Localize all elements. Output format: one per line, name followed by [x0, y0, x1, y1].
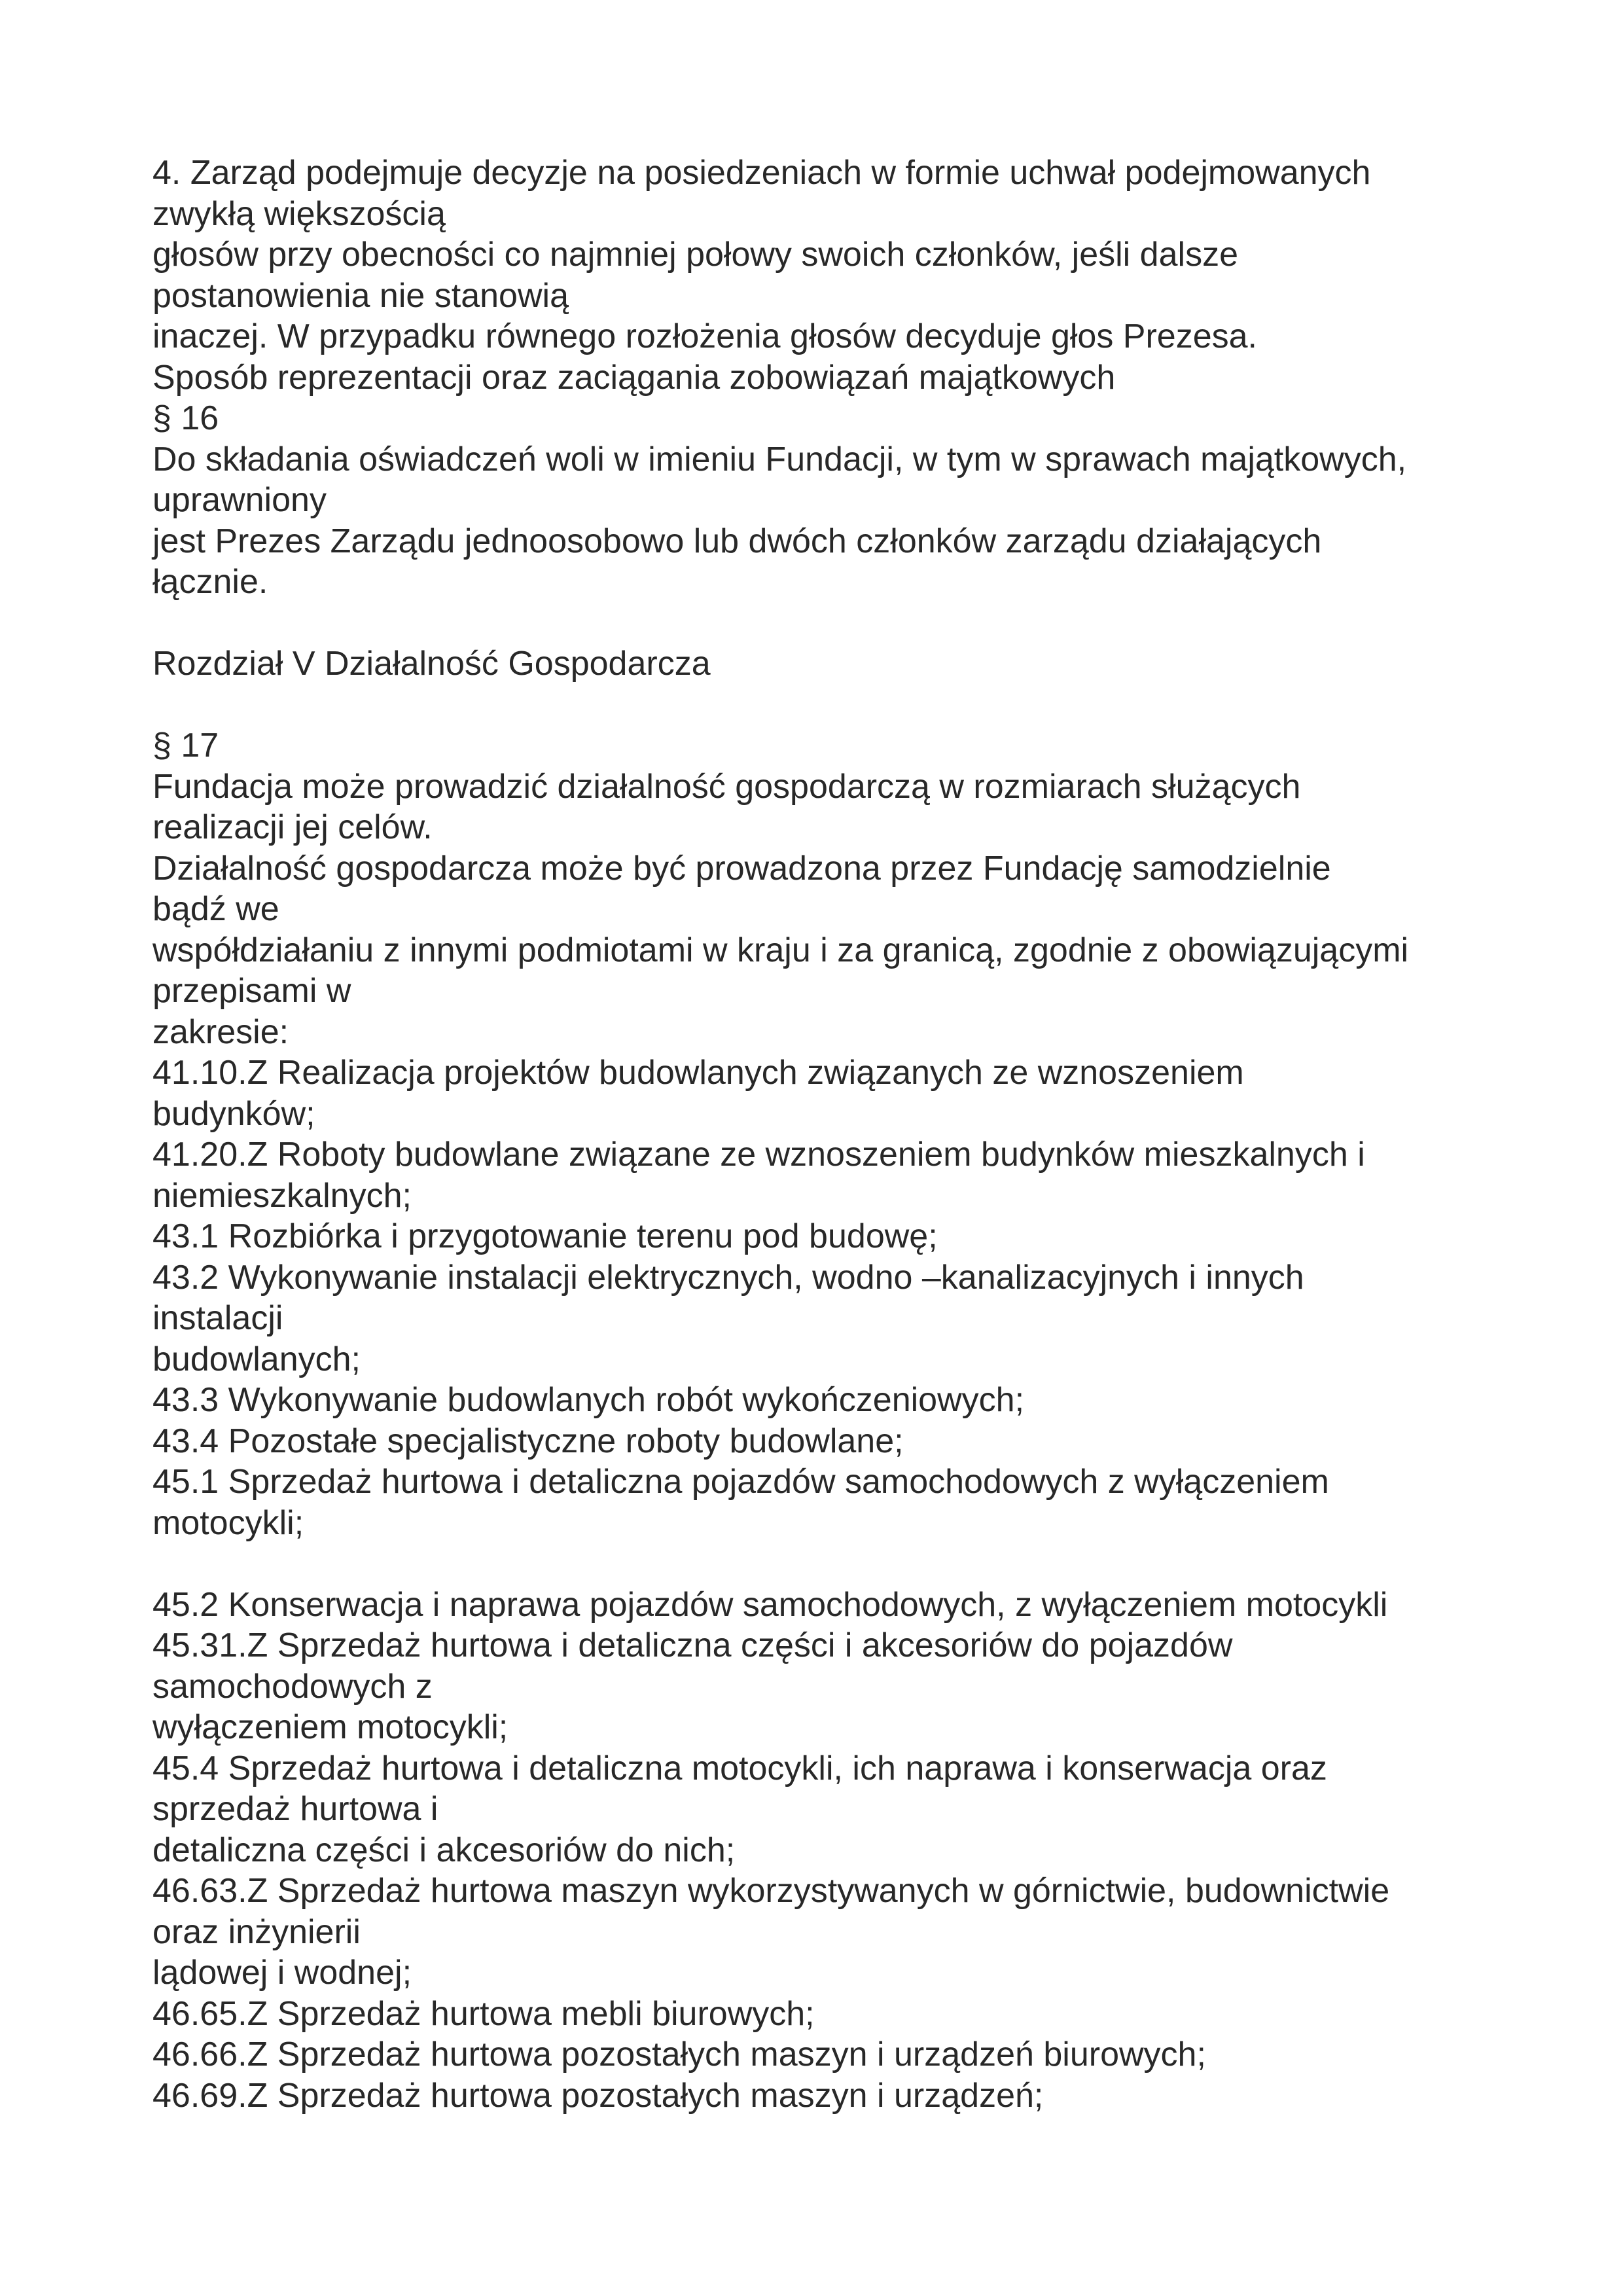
text-line: Rozdział V Działalność Gospodarcza [152, 645, 711, 683]
text-line: 4. Zarząd podejmuje decyzje na posiedzeniach w formie uchwał podejmowanych [152, 154, 1371, 192]
text-line: sprzedaż hurtowa i [152, 1790, 438, 1828]
text-line: 41.20.Z Roboty budowlane związane ze wznoszeniem budynków mieszkalnych i [152, 1136, 1365, 1174]
text-line [152, 603, 1488, 644]
text-line: łącznie. [152, 563, 268, 601]
text-line: przepisami w [152, 972, 351, 1010]
text-line: postanowienia nie stanowią [152, 276, 569, 315]
text-line: głosów przy obecności co najmniej połowy swoich członków, jeśli dalsze [152, 236, 1238, 274]
text-line: 43.2 Wykonywanie instalacji elektrycznych, wodno –kanalizacyjnych i innych [152, 1258, 1304, 1297]
text-line: oraz inżynierii [152, 1912, 361, 1951]
text-line: 43.3 Wykonywanie budowlanych robót wykończeniowych; [152, 1381, 1025, 1419]
text-line: 43.1 Rozbiórka i przygotowanie terenu pod budowę; [152, 1217, 938, 1255]
text-line: inaczej. W przypadku równego rozłożenia głosów decyduje głos Prezesa. [152, 317, 1257, 355]
text-line: wyłączeniem motocykli; [152, 1708, 508, 1746]
text-line: niemieszkalnych; [152, 1176, 412, 1215]
text-line: 46.69.Z Sprzedaż hurtowa pozostałych maszyn i urządzeń; [152, 2076, 1044, 2115]
text-line: instalacji [152, 1299, 283, 1337]
text-line: 46.66.Z Sprzedaż hurtowa pozostałych maszyn i urządzeń biurowych; [152, 2036, 1206, 2073]
text-line: 45.31.Z Sprzedaż hurtowa i detaliczna części i akcesoriów do pojazdów [152, 1626, 1233, 1664]
text-line: 46.63.Z Sprzedaż hurtowa maszyn wykorzystywanych w górnictwie, budownictwie [152, 1872, 1390, 1910]
text-line: 41.10.Z Realizacja projektów budowlanych związanych ze wznoszeniem [152, 1054, 1244, 1092]
text-line: motocykli; [152, 1503, 304, 1542]
text-line: Działalność gospodarcza może być prowadzona przez Fundację samodzielnie [152, 849, 1331, 888]
text-line: lądowej i wodnej; [152, 1954, 412, 1992]
text-line: realizacji jej celów. [152, 808, 433, 846]
text-line [152, 685, 1488, 726]
text-line: § 17 [152, 726, 219, 764]
text-line: samochodowych z [152, 1667, 433, 1706]
text-line: 43.4 Pozostałe specjalistyczne roboty budowlane; [152, 1422, 904, 1460]
text-line: § 16 [152, 399, 219, 437]
text-line: 45.4 Sprzedaż hurtowa i detaliczna motocykli, ich naprawa i konserwacja oraz [152, 1749, 1327, 1787]
text-line: współdziałaniu z innymi podmiotami w kraju i za granicą, zgodnie z obowiązującymi [152, 931, 1409, 969]
text-line: Do składania oświadczeń woli w imieniu Fundacji, w tym w sprawach majątkowych, [152, 440, 1407, 478]
text-line: Fundacja może prowadzić działalność gospodarczą w rozmiarach służących [152, 767, 1301, 806]
text-line: 45.1 Sprzedaż hurtowa i detaliczna pojazdów samochodowych z wyłączeniem [152, 1463, 1329, 1501]
text-line: budowlanych; [152, 1340, 361, 1378]
text-line: zakresie: [152, 1013, 289, 1051]
text-line [152, 1543, 1488, 1585]
text-line: bądź we [152, 890, 279, 928]
document-body [152, 152, 1488, 2116]
text-line: jest Prezes Zarządu jednoosobowo lub dwóch członków zarządu działających [152, 522, 1322, 560]
text-line: 46.65.Z Sprzedaż hurtowa mebli biurowych; [152, 1994, 815, 2033]
text-line: Sposób reprezentacji oraz zaciągania zobowiązań majątkowych [152, 358, 1116, 397]
text-line: zwykłą większością [152, 194, 446, 233]
text-line: budynków; [152, 1094, 315, 1133]
text-line: uprawniony [152, 481, 327, 519]
text-line: detaliczna części i akcesoriów do nich; [152, 1831, 736, 1869]
text-line: 45.2 Konserwacja i naprawa pojazdów samochodowych, z wyłączeniem motocykli [152, 1585, 1388, 1624]
